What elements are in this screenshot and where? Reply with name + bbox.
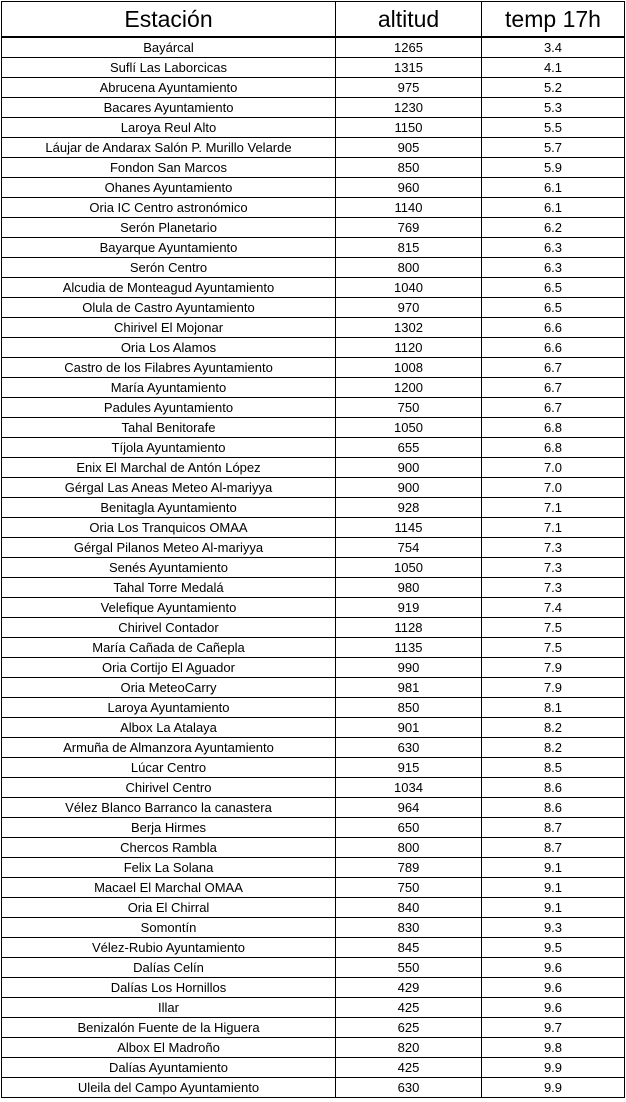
temperature-cell: 7.1	[482, 498, 625, 518]
station-name-cell: Uleila del Campo Ayuntamiento	[2, 1078, 336, 1098]
temperature-cell: 8.5	[482, 758, 625, 778]
station-name-cell: Oria Los Tranquicos OMAA	[2, 518, 336, 538]
altitude-cell: 750	[336, 398, 482, 418]
temperature-cell: 6.5	[482, 278, 625, 298]
station-name-cell: Laroya Reul Alto	[2, 118, 336, 138]
station-name-cell: Chercos Rambla	[2, 838, 336, 858]
station-name-cell: Oria El Chirral	[2, 898, 336, 918]
station-name-cell: Tíjola Ayuntamiento	[2, 438, 336, 458]
altitude-cell: 789	[336, 858, 482, 878]
station-name-cell: María Ayuntamiento	[2, 378, 336, 398]
temperature-cell: 9.6	[482, 978, 625, 998]
altitude-cell: 1040	[336, 278, 482, 298]
table-row	[2, 878, 625, 898]
station-name-cell: Vélez-Rubio Ayuntamiento	[2, 938, 336, 958]
station-name-cell: Benizalón Fuente de la Higuera	[2, 1018, 336, 1038]
altitude-cell: 630	[336, 738, 482, 758]
temperature-cell: 7.9	[482, 678, 625, 698]
altitude-cell: 964	[336, 798, 482, 818]
altitude-cell: 1008	[336, 358, 482, 378]
header-estacion: Estación	[2, 2, 336, 38]
temperature-cell: 7.0	[482, 458, 625, 478]
temperature-cell: 6.7	[482, 358, 625, 378]
altitude-cell: 980	[336, 578, 482, 598]
station-name-cell: Chirivel Contador	[2, 618, 336, 638]
station-name-cell: Laroya Ayuntamiento	[2, 698, 336, 718]
temperature-cell: 7.3	[482, 578, 625, 598]
station-name-cell: Bayárcal	[2, 37, 336, 58]
table-row	[2, 298, 625, 318]
table-body	[2, 37, 625, 1098]
altitude-cell: 425	[336, 998, 482, 1018]
altitude-cell: 1140	[336, 198, 482, 218]
table-row	[2, 218, 625, 238]
altitude-cell: 800	[336, 838, 482, 858]
station-name-cell: Fondon San Marcos	[2, 158, 336, 178]
table-row	[2, 598, 625, 618]
table-row	[2, 738, 625, 758]
altitude-cell: 850	[336, 698, 482, 718]
altitude-cell: 1150	[336, 118, 482, 138]
station-name-cell: Bacares Ayuntamiento	[2, 98, 336, 118]
table-row	[2, 98, 625, 118]
station-name-cell: Oria IC Centro astronómico	[2, 198, 336, 218]
table-row	[2, 318, 625, 338]
table-row	[2, 158, 625, 178]
temperature-cell: 9.3	[482, 918, 625, 938]
station-name-cell: Bayarque Ayuntamiento	[2, 238, 336, 258]
temperature-cell: 9.8	[482, 1038, 625, 1058]
station-name-cell: Olula de Castro Ayuntamiento	[2, 298, 336, 318]
altitude-cell: 750	[336, 878, 482, 898]
table-row	[2, 37, 625, 58]
station-name-cell: Chirivel El Mojonar	[2, 318, 336, 338]
altitude-cell: 1230	[336, 98, 482, 118]
header-row	[2, 2, 625, 38]
station-name-cell: Serón Centro	[2, 258, 336, 278]
station-name-cell: Padules Ayuntamiento	[2, 398, 336, 418]
table-row	[2, 478, 625, 498]
temperature-cell: 9.7	[482, 1018, 625, 1038]
temperature-cell: 6.7	[482, 398, 625, 418]
temperature-cell: 6.7	[482, 378, 625, 398]
station-name-cell: Senés Ayuntamiento	[2, 558, 336, 578]
station-name-cell: Enix El Marchal de Antón López	[2, 458, 336, 478]
station-name-cell: Castro de los Filabres Ayuntamiento	[2, 358, 336, 378]
altitude-cell: 919	[336, 598, 482, 618]
table-row	[2, 578, 625, 598]
temperature-cell: 7.1	[482, 518, 625, 538]
table-row	[2, 338, 625, 358]
altitude-cell: 905	[336, 138, 482, 158]
table-row	[2, 998, 625, 1018]
station-name-cell: Velefique Ayuntamiento	[2, 598, 336, 618]
station-name-cell: Tahal Torre Medalá	[2, 578, 336, 598]
altitude-cell: 845	[336, 938, 482, 958]
table-row	[2, 658, 625, 678]
altitude-cell: 915	[336, 758, 482, 778]
table-row	[2, 458, 625, 478]
table-row	[2, 938, 625, 958]
altitude-cell: 754	[336, 538, 482, 558]
temperature-cell: 5.5	[482, 118, 625, 138]
temperature-cell: 6.1	[482, 178, 625, 198]
table-row	[2, 518, 625, 538]
table-row	[2, 78, 625, 98]
altitude-cell: 550	[336, 958, 482, 978]
temperature-cell: 8.2	[482, 718, 625, 738]
altitude-cell: 820	[336, 1038, 482, 1058]
altitude-cell: 970	[336, 298, 482, 318]
altitude-cell: 1120	[336, 338, 482, 358]
altitude-cell: 1145	[336, 518, 482, 538]
temperature-cell: 6.2	[482, 218, 625, 238]
table-row	[2, 118, 625, 138]
station-name-cell: Benitagla Ayuntamiento	[2, 498, 336, 518]
table-row	[2, 818, 625, 838]
table-row	[2, 698, 625, 718]
station-name-cell: Macael El Marchal OMAA	[2, 878, 336, 898]
temperature-cell: 8.6	[482, 798, 625, 818]
header-altitud: altitud	[336, 2, 482, 38]
altitude-cell: 900	[336, 458, 482, 478]
table-row	[2, 838, 625, 858]
table-row	[2, 1038, 625, 1058]
temperature-cell: 8.7	[482, 818, 625, 838]
station-name-cell: Oria Cortijo El Aguador	[2, 658, 336, 678]
temperature-cell: 9.1	[482, 898, 625, 918]
station-name-cell: Albox El Madroño	[2, 1038, 336, 1058]
table-row	[2, 178, 625, 198]
temperature-cell: 4.1	[482, 58, 625, 78]
table-row	[2, 1018, 625, 1038]
altitude-cell: 769	[336, 218, 482, 238]
table-row	[2, 718, 625, 738]
temperature-cell: 6.1	[482, 198, 625, 218]
altitude-cell: 1315	[336, 58, 482, 78]
temperature-cell: 6.5	[482, 298, 625, 318]
station-name-cell: Illar	[2, 998, 336, 1018]
table-row	[2, 858, 625, 878]
altitude-cell: 815	[336, 238, 482, 258]
altitude-cell: 655	[336, 438, 482, 458]
altitude-cell: 630	[336, 1078, 482, 1098]
table-row	[2, 498, 625, 518]
temperature-cell: 5.7	[482, 138, 625, 158]
table-row	[2, 398, 625, 418]
altitude-cell: 425	[336, 1058, 482, 1078]
station-name-cell: Berja Hirmes	[2, 818, 336, 838]
temperature-cell: 9.9	[482, 1078, 625, 1098]
station-name-cell: Tahal Benitorafe	[2, 418, 336, 438]
station-name-cell: Chirivel Centro	[2, 778, 336, 798]
altitude-cell: 960	[336, 178, 482, 198]
station-name-cell: Suflí Las Laborcicas	[2, 58, 336, 78]
table-row	[2, 958, 625, 978]
station-name-cell: Ohanes Ayuntamiento	[2, 178, 336, 198]
temperature-cell: 7.5	[482, 638, 625, 658]
table-row	[2, 758, 625, 778]
temperature-cell: 7.0	[482, 478, 625, 498]
station-name-cell: Dalías Ayuntamiento	[2, 1058, 336, 1078]
altitude-cell: 650	[336, 818, 482, 838]
station-name-cell: Albox La Atalaya	[2, 718, 336, 738]
station-name-cell: Vélez Blanco Barranco la canastera	[2, 798, 336, 818]
temperature-cell: 7.3	[482, 538, 625, 558]
altitude-cell: 1135	[336, 638, 482, 658]
table-row	[2, 278, 625, 298]
altitude-cell: 1050	[336, 558, 482, 578]
altitude-cell: 1302	[336, 318, 482, 338]
table-row	[2, 538, 625, 558]
altitude-cell: 981	[336, 678, 482, 698]
altitude-cell: 928	[336, 498, 482, 518]
table-row	[2, 238, 625, 258]
temperature-cell: 6.6	[482, 338, 625, 358]
altitude-cell: 975	[336, 78, 482, 98]
table-row	[2, 778, 625, 798]
temperature-cell: 8.7	[482, 838, 625, 858]
table-row	[2, 798, 625, 818]
table-row	[2, 1058, 625, 1078]
table-row	[2, 978, 625, 998]
table-row	[2, 898, 625, 918]
temperature-cell: 6.6	[482, 318, 625, 338]
table-row	[2, 138, 625, 158]
station-name-cell: Lúcar Centro	[2, 758, 336, 778]
temperature-cell: 6.8	[482, 438, 625, 458]
table-row	[2, 198, 625, 218]
altitude-cell: 1050	[336, 418, 482, 438]
altitude-cell: 625	[336, 1018, 482, 1038]
temperature-cell: 7.3	[482, 558, 625, 578]
table-row	[2, 618, 625, 638]
temperature-cell: 9.1	[482, 858, 625, 878]
altitude-cell: 850	[336, 158, 482, 178]
temperature-cell: 9.5	[482, 938, 625, 958]
station-name-cell: Somontín	[2, 918, 336, 938]
temperature-cell: 7.5	[482, 618, 625, 638]
station-name-cell: María Cañada de Cañepla	[2, 638, 336, 658]
temperature-cell: 8.2	[482, 738, 625, 758]
temperature-cell: 8.6	[482, 778, 625, 798]
station-name-cell: Alcudia de Monteagud Ayuntamiento	[2, 278, 336, 298]
temperature-cell: 3.4	[482, 37, 625, 58]
temperature-cell: 5.9	[482, 158, 625, 178]
altitude-cell: 901	[336, 718, 482, 738]
table-row	[2, 438, 625, 458]
table-row	[2, 1078, 625, 1098]
table-row	[2, 418, 625, 438]
table-row	[2, 358, 625, 378]
temperature-cell: 9.9	[482, 1058, 625, 1078]
station-name-cell: Dalías Celín	[2, 958, 336, 978]
station-name-cell: Armuña de Almanzora Ayuntamiento	[2, 738, 336, 758]
temperature-cell: 9.6	[482, 998, 625, 1018]
temperature-cell: 9.6	[482, 958, 625, 978]
table-row	[2, 378, 625, 398]
temperature-cell: 5.2	[482, 78, 625, 98]
station-name-cell: Láujar de Andarax Salón P. Murillo Velarde	[2, 138, 336, 158]
station-name-cell: Oria Los Alamos	[2, 338, 336, 358]
header-temp: temp 17h	[482, 2, 625, 38]
altitude-cell: 1265	[336, 37, 482, 58]
table-row	[2, 58, 625, 78]
temperature-cell: 9.1	[482, 878, 625, 898]
altitude-cell: 1200	[336, 378, 482, 398]
table-row	[2, 918, 625, 938]
station-name-cell: Felix La Solana	[2, 858, 336, 878]
altitude-cell: 990	[336, 658, 482, 678]
table-row	[2, 638, 625, 658]
altitude-cell: 1034	[336, 778, 482, 798]
table-row	[2, 678, 625, 698]
station-name-cell: Abrucena Ayuntamiento	[2, 78, 336, 98]
temperature-cell: 6.3	[482, 238, 625, 258]
temperature-cell: 5.3	[482, 98, 625, 118]
altitude-cell: 830	[336, 918, 482, 938]
temperature-cell: 7.9	[482, 658, 625, 678]
altitude-cell: 429	[336, 978, 482, 998]
station-name-cell: Dalías Los Hornillos	[2, 978, 336, 998]
temperature-cell: 8.1	[482, 698, 625, 718]
altitude-cell: 1128	[336, 618, 482, 638]
station-name-cell: Gérgal Las Aneas Meteo Al-mariyya	[2, 478, 336, 498]
station-name-cell: Serón Planetario	[2, 218, 336, 238]
temperature-cell: 7.4	[482, 598, 625, 618]
table-row	[2, 258, 625, 278]
stations-table	[1, 1, 625, 1098]
altitude-cell: 840	[336, 898, 482, 918]
station-name-cell: Oria MeteoCarry	[2, 678, 336, 698]
altitude-cell: 800	[336, 258, 482, 278]
temperature-cell: 6.8	[482, 418, 625, 438]
table-row	[2, 558, 625, 578]
altitude-cell: 900	[336, 478, 482, 498]
temperature-cell: 6.3	[482, 258, 625, 278]
station-name-cell: Gérgal Pilanos Meteo Al-mariyya	[2, 538, 336, 558]
